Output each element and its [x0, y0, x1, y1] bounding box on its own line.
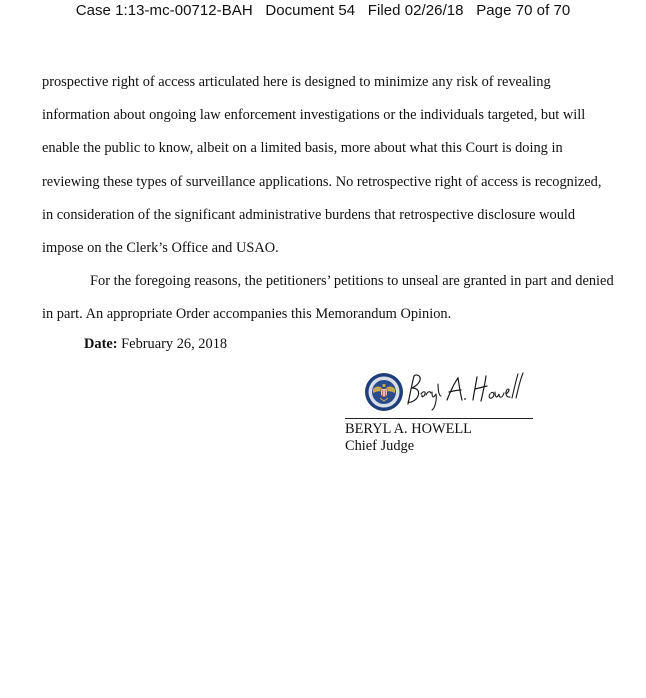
signature-line	[345, 418, 533, 419]
document-number: Document 54	[265, 2, 356, 19]
seal-eagle-head	[382, 384, 385, 387]
paragraph: prospective right of access articulated here is designed to minimize any risk of revealing information about ongoing law enforcement investigations or the individuals targeted, but will enable the public to know, albeit on a limited basis, more about what this Court is doing in reviewing these types of surveillance applications. No retrospective right of access is recognized, in consideration of the significant administrative burdens that retrospective disclosure would impose on the Clerk’s Office and USAO.	[42, 74, 602, 257]
filed-date: Filed 02/26/18	[367, 2, 464, 19]
signature-stroke	[489, 373, 523, 398]
opinion-body	[42, 66, 614, 332]
case-number: Case 1:13-mc-00712-BAH	[75, 2, 253, 19]
page-number: Page 70 of 70	[476, 2, 571, 19]
paragraph: For the foregoing reasons, the petitioners’ petitions to unseal are granted in part and denied in part. An appropriate Order accompanies this Memorandum Opinion.	[42, 273, 614, 323]
court-seal-icon	[364, 372, 404, 412]
signer-name: BERYL A. HOWELL	[345, 421, 472, 437]
date-value: February 26, 2018	[121, 336, 228, 352]
date-label: Date:	[84, 336, 118, 352]
signature-stroke	[408, 375, 420, 404]
signature-image	[402, 370, 526, 412]
signer-block	[345, 421, 472, 455]
signature-stroke	[473, 376, 487, 401]
date-line	[84, 334, 227, 354]
filing-header	[0, 2, 646, 19]
signer-title: Chief Judge	[345, 438, 415, 454]
signature-stroke	[421, 384, 441, 410]
signature-stroke	[447, 378, 462, 400]
signature-dot	[464, 398, 466, 400]
